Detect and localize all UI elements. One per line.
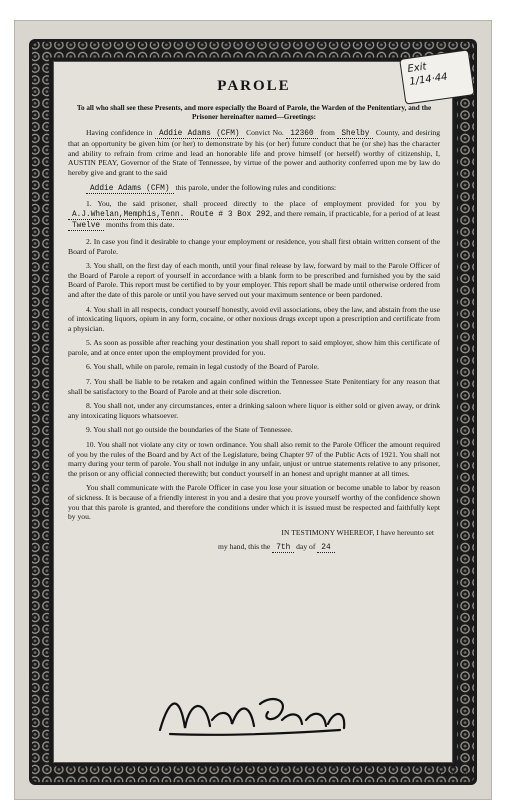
rule-1-text-c: months from this date. <box>105 220 175 230</box>
grant-text: this parole, under the following rules and conditions: <box>175 182 337 192</box>
rule-3: 3. You shall, on the first day of each month, until your final release by law, forward by mail to the Parole Officer of the Board of Parole a report of yourself in accordance with a blank form to be prescribed and furnished you by the said Board of Parole. This report must be certified to by your employer. This report shall be made until otherwise ordered from and after the date of this parole or until you have served out your maximum sentence or been pardoned. <box>68 261 440 299</box>
closing-paragraph: You shall communicate with the Parole Officer in case you lose your situation or become unable to labor by reason of sickness. It is because of a friendly interest in you and a desire that you prove yourself worthy of the confidence shown you that this parole is granted, and therefore the conditions under which it is issued must be respected and faithfully kept by you. <box>68 483 440 522</box>
rule-7: 7. You shall be liable to be retaken and again confined within the Tennessee State Penitentiary for any reason that shall be satisfactory to the Board of Parole and at their sole discretion. <box>68 377 440 396</box>
months-field: Twelve <box>68 222 104 231</box>
document-body <box>53 61 453 763</box>
governor-label: Governor <box>439 769 470 778</box>
date-line <box>218 542 440 554</box>
county-field: Shelby <box>337 130 373 139</box>
rule-1 <box>68 199 440 232</box>
convict-number-label: Convict No. <box>246 127 284 137</box>
parole-text <box>68 72 440 754</box>
rule-1-text-a: 1. You, the said prisoner, shall proceed directly to the place of employment provided for you by <box>86 199 440 209</box>
rule-10: 10. You shall not violate any city or town ordinance. You shall also remit to the Parole Officer the amount required of you by the rules of the Board and by Act of the Legislature, being Chapter 97 of the Public Acts of 1921. You shall not marry during your term of parole. You shall not indulge in any unfair, unjust or untrue statements relative to any prisoner, the prison or any official connected therewith; but conduct yourself in an honest and upright manner at all times. <box>68 440 440 478</box>
intro-text-a: Having confidence in <box>86 127 153 137</box>
stamp-line-1: Exit <box>406 61 428 75</box>
rule-2: 2. In case you find it desirable to change your employment or residence, you shall first obtain written consent of the Board of Parole. <box>68 236 440 256</box>
intro-text-b: County, and desiring that an opportunity be given him (or her) to demonstrate by his (or her) future conduct that he (or she) has the character and ability to refrain from crime and lead an honorable life and prove himself (or herself) worthy of citizenship, I, AUSTIN PEAY, Governor of the State of Tennessee, by virtue of the power and authority conferred upon me by law do hereby give and grant to the said <box>68 127 441 177</box>
hand-text-b: day of <box>296 542 316 552</box>
year-field: 24 <box>317 544 334 553</box>
governor-signature <box>150 690 350 740</box>
parolee-name-field: Addie Adams (CFM) <box>86 185 174 194</box>
employer-address-field: Route # 3 Box 292 <box>190 210 271 219</box>
rule-4: 4. You shall in all respects, conduct yourself honestly, avoid evil associations, obey the law, and abstain from the use of intoxicating liquors, opium in any form, cocaine, or other noxious drugs except upon a prescription and certificate from a physician. <box>68 304 440 333</box>
rule-5: 5. As soon as possible after reaching your destination you shall report to said employer, show him this certificate of parole, and at once enter upon the employment provided for you. <box>68 338 440 357</box>
intro-paragraph <box>68 128 440 178</box>
rule-6: 6. You shall, while on parole, remain in legal custody of the Board of Parole. <box>86 362 320 372</box>
rule-1-text-b: , and there remain, if practicable, for a period of at least <box>270 208 441 218</box>
day-field: 7th <box>272 544 294 553</box>
intro-from: from <box>320 127 335 137</box>
convict-name-field: Addie Adams (CFM) <box>155 130 244 139</box>
exit-stamp <box>399 49 475 104</box>
employer-field: A.J.Whelan,Memphis,Tenn. <box>68 211 188 220</box>
document-sheet <box>14 20 492 800</box>
rule-9: 9. You shall not go outside the boundaries of the State of Tennessee. <box>86 425 293 435</box>
preamble: To all who shall see these Presents, and more especially the Board of Parole, the Warden of the Penitentiary, and the Prisoner hereinafter named—Greetings: <box>76 103 432 121</box>
stamp-line-2: 1/14·44 <box>408 71 449 88</box>
convict-number-field: 12360 <box>286 130 317 139</box>
document-title: PAROLE <box>217 78 291 94</box>
decorative-border <box>29 39 477 785</box>
grant-paragraph <box>68 183 440 195</box>
testimony-line: IN TESTIMONY WHEREOF, I have hereunto set <box>281 527 434 537</box>
rule-8: 8. You shall not, under any circumstances, enter a drinking saloon where liquor is either sold or given away, or drink any intoxicating liquors whatsoever. <box>68 401 440 420</box>
hand-text-a: my hand, this the <box>218 542 271 552</box>
